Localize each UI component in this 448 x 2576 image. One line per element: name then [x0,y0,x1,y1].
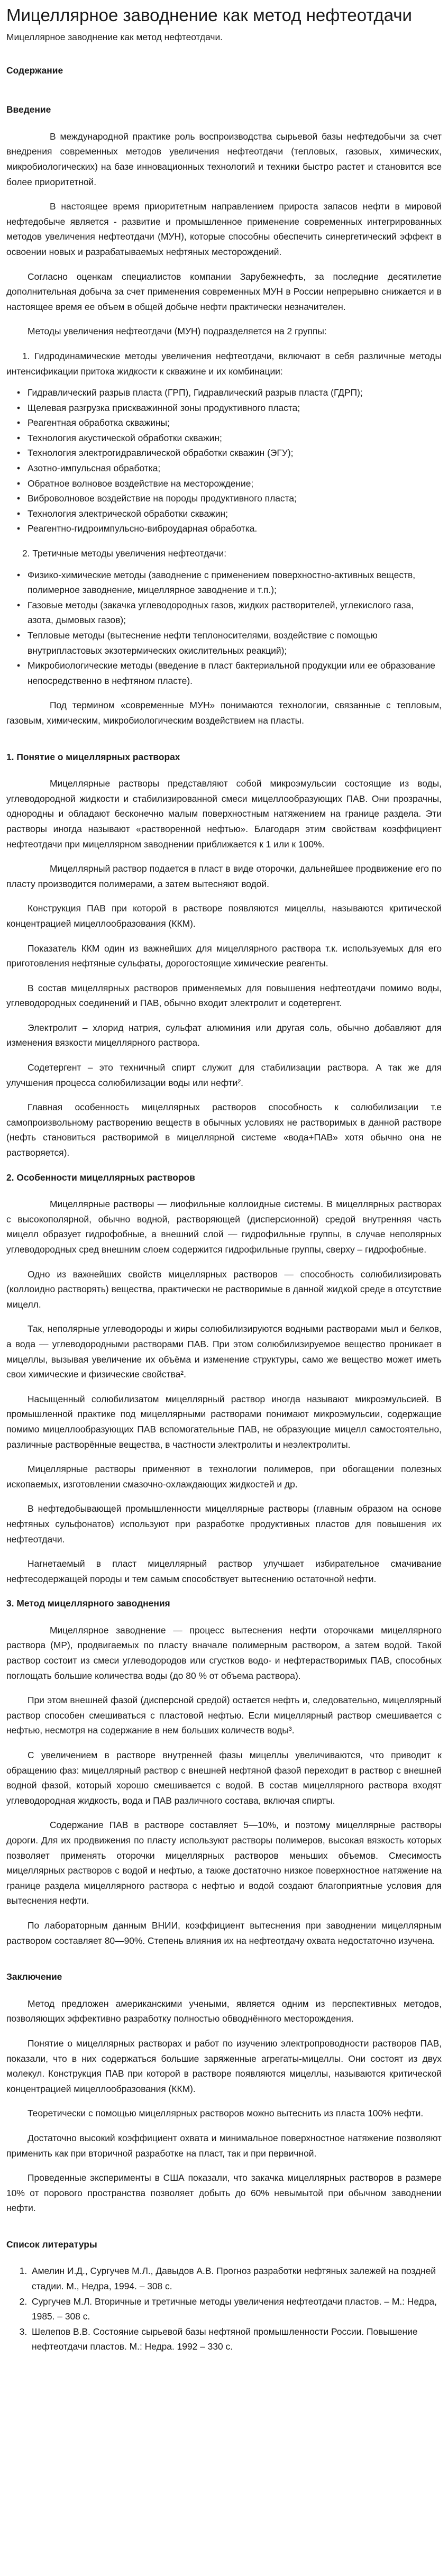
reference-item: 3. Шелепов В.В. Состояние сырьевой базы нефтяной промышленности России. Повышение нефтеотдачи пластов. М.: Недра. 1992 – 330 с. [30,2324,442,2354]
paragraph: Содержание ПАВ в растворе составляет 5—10%, и поэтому мицеллярные растворы дороги. Для их продвижения по пласту используют растворы полимеров, высокая вязкость которых позволяет применять оторочки мицеллярных растворов меньших объемов. Смесимость мицеллярных растворов с водой и нефтью, а также достаточно низкое поверхностное натяжение на границе раздела мицеллярного раствора с нефтью и водой создают благоприятные условия для вытеснения нефти. [6,1820,442,1906]
paragraph: По лабораторным данным ВНИИ, коэффициент вытеснения при заводнении мицеллярным раствором составляет 80—90%. Степень влияния их на нефтеотдачу охвата недостаточно изучена. [6,1920,442,1946]
section-1-heading: 1. Понятие о мицеллярных растворах [6,751,180,762]
list-item: • Тепловые методы (вытеснение нефти теплоносителями, воздействие с помощью внутрипластовых экзотермических окислительных реакций); [22,628,442,658]
paragraph: Под термином «современные МУН» понимаются технологии, связанные с тепловым, газовым, химическим, микробиологическим воздействием на пласты. [6,700,442,726]
paragraph: Главная особенность мицеллярных растворов способность к солюбилизации т.е самопроизвольному растворению веществ в обычных условиях не растворимых в данной растворе (нефть становиться растворимой в мицеллярной системе «вода+ПАВ» хотя обычно она не растворяется). [6,1102,442,1158]
reference-item: 2. Сургучев М.Л. Вторичные и третичные методы увеличения нефтеотдачи пластов. – М.: Недра, 1985. – 308 с. [30,2294,442,2324]
list-item: • Технология электрогидравлической обработки скважин (ЭГУ); [22,445,442,461]
references-list [6,2263,442,2354]
list-item: • Газовые методы (закачка углеводородных газов, жидких растворителей, углекислого газа, азота, дымовых газов); [22,598,442,628]
list-item: • Реагентно-гидроимпульсно-виброударная обработка. [22,521,442,536]
paragraph: Проведенные эксперименты в США показали, что закачка мицеллярных растворов в размере 10% от порового пространства позволяет добыть до 60% невымытой при обычном заводнении нефти. [6,2172,442,2214]
paragraph: Нагнетаемый в пласт мицеллярный раствор улучшает избирательное смачивание нефтесодержащей породы и тем самым способствует вытеснению остаточной нефти. [6,1558,442,1584]
list-item: • Обратное волновое воздействие на месторождение; [22,476,442,491]
paragraph: Достаточно высокий коэффициент охвата и минимальное поверхностное натяжение позволяют применить как при вторичной разработке на пласт, так и при первичной. [6,2132,442,2159]
list-item: • Гидравлический разрыв пласта (ГРП), Гидравлический разрыв пласта (ГДРП); [22,385,442,400]
page-title: Мицеллярное заводнение как метод нефтеотдачи [6,5,412,25]
paragraph: Содетергент – это техничный спирт служит для стабилизации раствора. А так же для улучшения процесса солюбилизации воды или нефти². [6,1062,442,1088]
list-item: • Физико-химические методы (заводнение с применением поверхностно-активных веществ, полимерное заводнение, мицеллярное заводнение и т.п.); [22,568,442,598]
contents-heading: Содержание [6,65,63,76]
paragraph: Показатель ККМ один из важнейших для мицеллярного раствора т.к. используемых для его приготовления нефтяные сульфаты, дорогостоящие химические реагенты. [6,943,442,969]
paragraph: Мицеллярные растворы представляют собой микроэмульсии состоящие из воды, углеводородной жидкости и стабилизированной смеси мицеллообразующих ПАВ. Они прозрачны, однородны и обладают бесконечно малым поверхностным натяжением на границе раздела. Эти растворы иногда называют «растворенной нефтью». Благодаря этим свойствам коэффициент нефтеотдачи при мицеллярном заводнении приближается к 1 или к 100%. [6,778,442,849]
list-item: • Виброволновое воздействие на породы продуктивного пласта; [22,491,442,506]
list-item: • Технология электрической обработки скважин; [22,506,442,522]
paragraph: С увеличением в растворе внутренней фазы мицеллы увеличиваются, что приводит к обращению фаз: мицеллярный раствор с внешней нефтяной фазой переходит в раствор с внешней водной фазой, который хорошо смешивается с водой. В состав мицеллярного раствора входят углеводородная жидкость, вода и ПАВ различного состава, включая спирты. [6,1750,442,1806]
paragraph: Теоретически с помощью мицеллярных растворов можно вытеснить из пласта 100% нефти. [28,2108,424,2119]
page-subtitle: Мицеллярное заводнение как метод нефтеотдачи. [6,32,223,42]
paragraph: Конструкция ПАВ при которой в растворе появляются мицеллы, называются критической концентрацией мицеллообразования (ККМ). [6,903,442,929]
paragraph: При этом внешней фазой (дисперсной средой) остается нефть и, следовательно, мицеллярный раствор способен смешиваться с пластовой нефтью. Если мицеллярный раствор смешивается с нефтью, несмотря на содержание в нем больших количеств воды³. [6,1695,442,1736]
paragraph: В настоящее время приоритетным направлением прироста запасов нефти в мировой нефтедобыче является - развитие и промышленное применение современных интегрированных методов увеличения нефтеотдачи (МУН), которые способны обеспечить синергетический эффект в освоении новых и разрабатываемых нефтяных месторождений. [6,201,442,257]
hydro-methods-list [6,385,442,536]
conclusion-heading: Заключение [6,1971,62,1983]
paragraph: Мицеллярное заводнение — процесс вытеснения нефти оторочками мицеллярного раствора (МР), продвигаемых по пласту вначале полимерным раствором, а затем водой. Такой раствор состоит из смеси углеводородов или сгустков водо- и нефтерастворимых ПАВ, способных поглощать большие количества воды (до 80 % от объема раствора). [6,1624,442,1681]
paragraph: Понятие о мицеллярных растворах и работ по изучению электропроводности растворов ПАВ, показали, что в них содержаться большие заряженные агрегаты-мицеллы. Они состоят из двух молекул. Конструкция ПАВ при которой в растворе появляются мицеллы, называются критической концентрацией мицеллообразования (ККМ). [6,2038,442,2094]
list-item: • Микробиологические методы (введение в пласт бактериальной продукции или ее образование непосредственно в нефтяном пласте). [22,658,442,688]
paragraph: Мицеллярные растворы применяют в технологии полимеров, при обогащении полезных ископаемых, изготовлении смазочно-охлаждающих жидкостей и др. [6,1464,442,1490]
references-heading: Список литературы [6,2239,97,2250]
paragraph: В нефтедобывающей промышленности мицеллярные растворы (главным образом на основе нефтяных сульфонатов) используют при разработке продуктивных пластов для повышения их нефтеотдачи. [6,1503,442,1545]
paragraph: 2. Третичные методы увеличения нефтеотдачи: [22,548,227,559]
paragraph: В международной практике роль воспроизводства сырьевой базы нефтедобычи за счет внедрения современных методов увеличения нефтеотдачи (тепловых, газовых, химических, микробиологических) на базе инновационных технологий и техники быстро растет и становится все более приоритетной. [6,131,442,187]
section-2-heading: 2. Особенности мицеллярных растворов [6,1172,195,1183]
paragraph: 1. Гидродинамические методы увеличения нефтеотдачи, включают в себя различные методы интенсификации притока жидкости к скважине и их комбинации: [6,350,442,377]
paragraph: Так, неполярные углеводороды и жиры солюбилизируются водными растворами мыл и белков, а вода — углеводородными растворами ПАВ. При этом солюбилизируемое вещество проникает в мицеллы, вызывая увеличение их объёма и изменение структуры, само же вещество может иметь свои химические и физические свойства². [6,1323,442,1380]
section-3-heading: 3. Метод мицеллярного заводнения [6,1598,170,1609]
paragraph: В состав мицеллярных растворов применяемых для повышения нефтеотдачи помимо воды, углеводородных соединений и ПАВ, обычно входит электролит и содетергент. [6,982,442,1009]
list-item: • Щелевая разгрузка прискважинной зоны продуктивного пласта; [22,400,442,416]
paragraph: Насыщенный солюбилизатом мицеллярный раствор иногда называют микроэмульсией. В промышленной практике под мицеллярными растворами понимают микроэмульсии, содержащие помимо мицеллообразующих ПАВ вспомогательные ПАВ, не образующие мицелл самостоятельно, различные растворённые вещества, в частности электролиты и неэлектролиты. [6,1393,442,1450]
reference-item: 1. Амелин И.Д., Сургучев М.Л., Давыдов А.В. Прогноз разработки нефтяных залежей на поздней стадии. М., Недра, 1994. – 308 с. [30,2263,442,2294]
paragraph: Метод предложен американскими учеными, является одним из перспективных методов, позволяющих эффективно разработку полностью обводнённого месторождения. [6,1998,442,2024]
list-item: • Реагентная обработка скважины; [22,415,442,431]
paragraph: Мицеллярный раствор подается в пласт в виде оторочки, дальнейшее продвижение его по пласту производится полимерами, а затем вытесняют водой. [6,863,442,889]
paragraph: Мицеллярные растворы — лиофильные коллоидные системы. В мицеллярных растворах с высокополярной, обычно водной, растворяющей (дисперсионной) средой внутренняя часть мицелл образует гидрофобные, а внешний слой — гидрофильные группы, в случае неполярных углеводородных сред внешним слоем содержится гидрофильные группы, сверху – гидрофобные. [6,1199,442,1255]
paragraph: Согласно оценкам специалистов компании Зарубежнефть, за последние десятилетие дополнительная добыча за счет применения современных МУН в России непрерывно снижается и в настоящее время ее объем в общей добыче нефти практически незначителен. [6,271,442,312]
intro-heading: Введение [6,104,51,115]
paragraph: Методы увеличения нефтеотдачи (МУН) подразделяется на 2 группы: [28,326,327,337]
list-item: • Технология акустической обработки скважин; [22,431,442,446]
paragraph: Одно из важнейших свойств мицеллярных растворов — способность солюбилизировать (коллоидно растворять) вещества, практически не растворимые в данной жидкой среде в отсутствие мицелл. [6,1268,442,1310]
paragraph: Электролит – хлорид натрия, сульфат алюминия или другая соль, обычно добавляют для изменения вязкости мицеллярного раствора. [6,1022,442,1048]
list-item: • Азотно-импульсная обработка; [22,461,442,476]
tertiary-methods-list [6,568,442,689]
